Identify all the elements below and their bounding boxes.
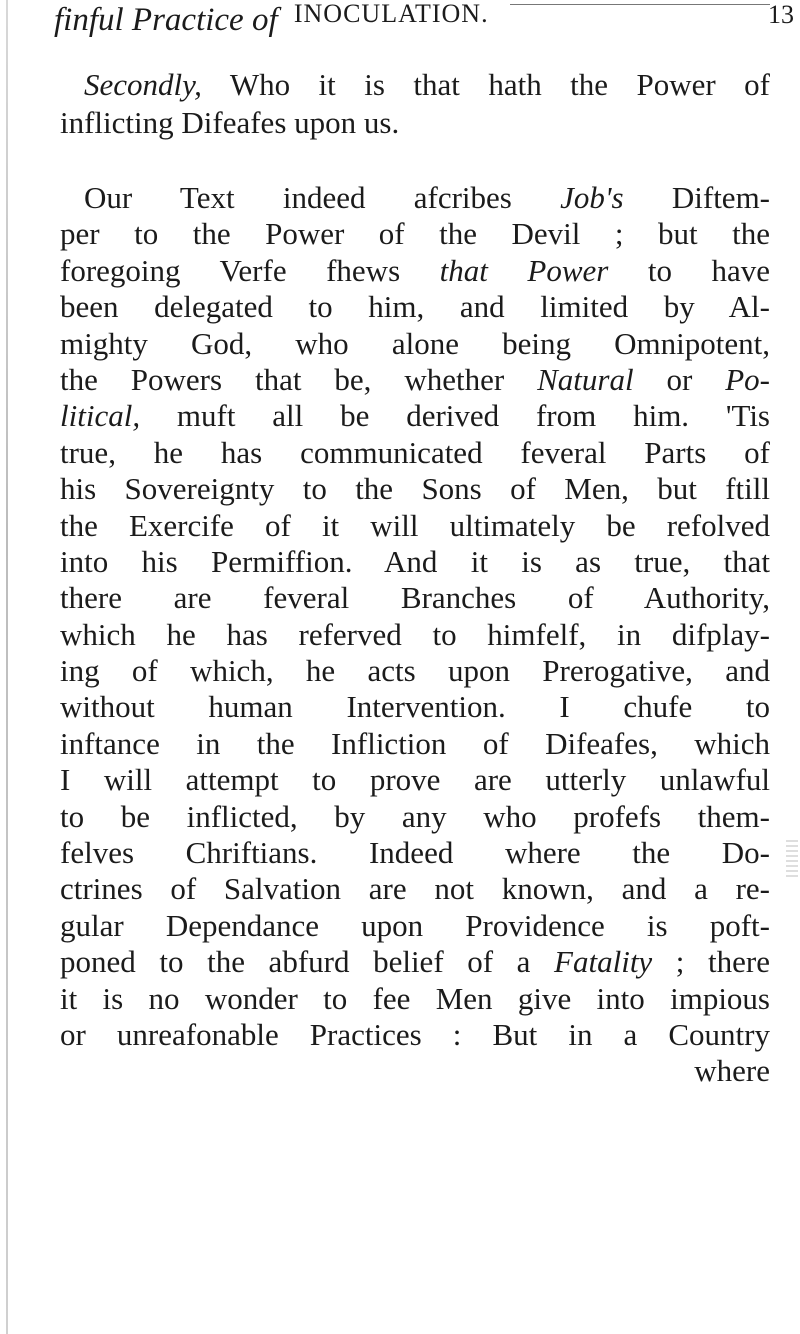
text-line: inflicting Difeafes upon us. — [60, 105, 400, 140]
page-number: 13 — [768, 0, 794, 29]
page-gutter-edge — [6, 0, 8, 1334]
text-line: inftance in the Infliction of Difeafes, which — [60, 725, 770, 761]
text-line: per to the Power of the Devil ; but the — [60, 216, 770, 252]
text-line: there are feveral Branches of Authority, — [60, 580, 770, 616]
text-line: I will attempt to prove are utterly unlawful — [60, 762, 770, 798]
text-line: his Sovereignty to the Sons of Men, but ftill — [60, 471, 770, 507]
italic-word: that Power — [439, 252, 609, 288]
text-line: ctrines of Salvation are not known, and a re- — [60, 871, 770, 907]
italic-word: Secondly, — [84, 67, 202, 102]
italic-word: Natural — [537, 361, 634, 397]
text-line: ing of which, he acts upon Prerogative, and — [60, 653, 770, 689]
italic-word: Fatality — [554, 944, 653, 980]
text-line: been delegated to him, and limited by Al- — [60, 289, 770, 325]
running-head — [54, 0, 794, 48]
running-head-caps: INOCULATION. — [293, 0, 489, 28]
italic-word: Po- — [725, 361, 770, 397]
paragraph-secondly — [60, 66, 770, 142]
text-line: litical, muft all be derived from him. 'Tis — [60, 398, 770, 434]
text-line: which he has referved to himfelf, in difplay- — [60, 616, 770, 652]
text-line: mighty God, who alone being Omnipotent, — [60, 325, 770, 361]
italic-word: Job's — [560, 180, 624, 215]
text-line: foregoing Verfe fhews that Power to have — [60, 252, 771, 288]
text-line: poned to the abfurd belief of a Fatality ; there — [60, 944, 770, 980]
text-line: without human Intervention. I chufe to — [60, 689, 770, 725]
text-line: gular Dependance upon Providence is poft- — [60, 907, 770, 943]
paragraph-main-text — [60, 180, 770, 1090]
text-line: it is no wonder to fee Men give into impious — [60, 980, 770, 1016]
line-text: Who it is that hath the Power of — [201, 67, 770, 102]
running-head-title: finful Practice of — [54, 2, 278, 38]
italic-word: litical, — [60, 398, 141, 434]
margin-smudge — [786, 840, 798, 880]
text-line: to be inflicted, by any who profefs them- — [60, 798, 770, 834]
text-line — [60, 66, 770, 104]
text-line: felves Chriftians. Indeed where the Do- — [60, 835, 770, 871]
text-line: the Powers that be, whether Natural or Po- — [60, 361, 770, 397]
catchword: where — [694, 1053, 770, 1089]
text-line: Our Text indeed afcribes Job's Diftem- — [84, 180, 771, 215]
text-line: true, he has communicated feveral Parts of — [60, 434, 770, 470]
text-line: into his Permiffion. And it is as true, that — [60, 543, 770, 579]
text-line: or unreafonable Practices : But in a Country — [60, 1016, 770, 1052]
text-line: the Exercife of it will ultimately be refolved — [60, 507, 770, 543]
running-head-rule — [510, 4, 770, 5]
